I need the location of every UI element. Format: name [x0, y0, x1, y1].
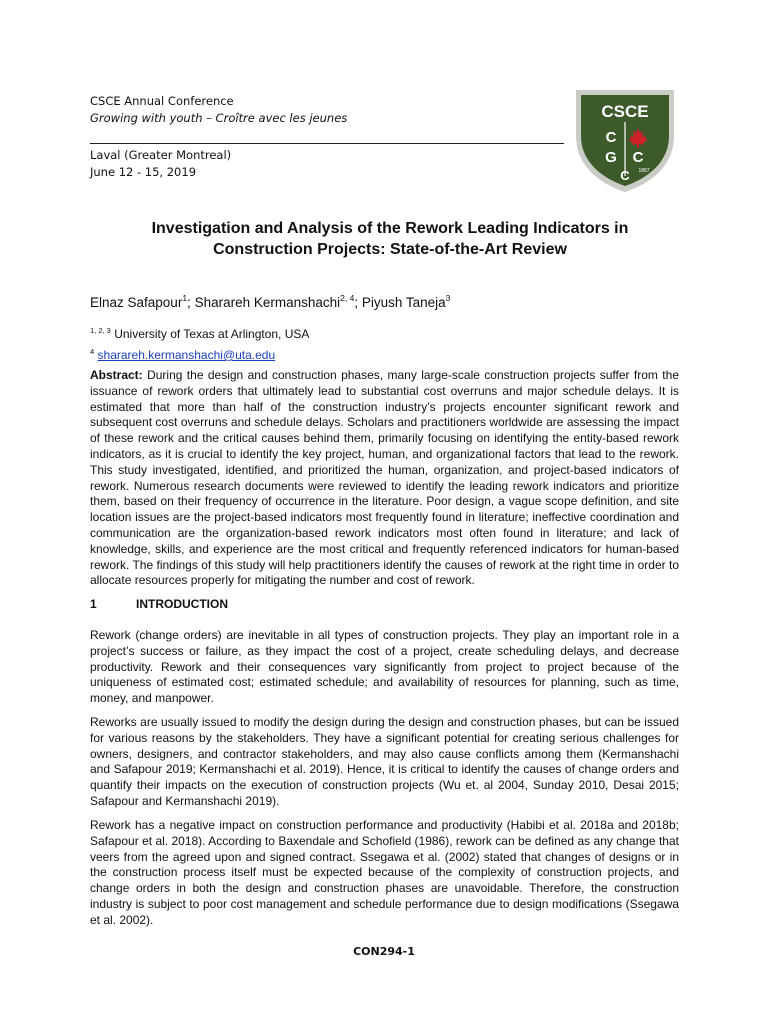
title-line-2: Construction Projects: State-of-the-Art Review — [213, 241, 567, 258]
conference-location-block — [90, 147, 231, 181]
abstract-label: Abstract: — [90, 368, 143, 382]
author-separator: ; — [187, 295, 195, 310]
conference-location: Laval (Greater Montreal) — [90, 148, 232, 162]
author-separator: ; — [354, 295, 362, 310]
affiliations — [90, 322, 309, 364]
author-name: Elnaz Safapour — [90, 295, 183, 310]
affiliation-university — [90, 322, 309, 343]
section-title: INTRODUCTION — [136, 597, 228, 611]
conference-dates: June 12 - 15, 2019 — [90, 165, 197, 179]
conference-name: CSCE Annual Conference — [90, 94, 234, 108]
body-paragraph: Rework (change orders) are inevitable in all types of construction projects. They play an important role in a project’s success or failure, as they impact the cost of a project, create scheduling delays, and decrease productivity. Rework and their consequences vary significantly from project to project because of the uniqueness of estimated cost; estimated schedule; and availability of resources for planning, such as time, money, and manpower. — [90, 628, 679, 706]
abstract — [90, 368, 679, 589]
conference-tagline: Growing with youth – Croître avec les jeunes — [90, 111, 348, 125]
author-name: Sharareh Kermanshachi — [194, 295, 341, 310]
logo-letter-c2: C — [632, 149, 644, 166]
email-link[interactable]: sharareh.kermanshachi@uta.edu — [97, 348, 276, 362]
body-paragraph: Reworks are usually issued to modify the design during the design and construction phases, but can be issued for various reasons by the stakeholders. They have a significant potential for creating serious challenges for owners, designers, and contractor stakeholders, and may also cause conflicts among them (Kermanshachi and Safapour 2019; Kermanshachi et al. 2019). Hence, it is critical to identify the causes of change orders and quantify their impacts on the execution of construction projects (Wu et. al 2004, Sunday 2010, Desai 2015; Safapour and Kermanshachi 2019). — [90, 715, 679, 808]
affiliation-email — [90, 343, 309, 364]
logo-letter-c3: C — [620, 168, 630, 183]
paper-title — [95, 218, 685, 260]
author-name: Piyush Taneja — [361, 295, 446, 310]
header-divider — [90, 143, 564, 144]
logo-text-csce: CSCE — [601, 102, 649, 121]
section-heading-introduction — [90, 597, 228, 611]
logo-year: 1887 — [638, 168, 650, 174]
abstract-text: During the design and construction phases, many large-scale construction projects suffer from the issuance of rework orders that ultimately lead to substantial cost overruns and major schedule delays. It is estimated that more than half of the construction industry’s projects encounter significant rework and subsequent cost overruns and schedule delays. Scholars and practitioners worldwide are assessing the impact of these rework and the critical causes behind them, primarily focusing on identifying the entity-based rework indicators, as it is crucial to identify the key project, human, and organizational factors that lead to the rework. This study investigated, identified, and prioritized the human, organization, and project-based indicators of rework. Numerous research documents were reviewed to identify the leading rework indicators and prioritize them, based on their frequency of occurrence in the literature. Poor design, a vague scope definition, and site location issues are the project-based indicators most frequently found in literature; ineffective coordination and communication are the organization-based rework indicators most often found in literature; and lack of knowledge, skills, and experience are the most critical and frequently referenced indicators for human-based rework. The findings of this study will help practitioners identify the causes of rework at the right time in order to allocate resources properly for mitigating the number and cost of rework. — [90, 368, 679, 588]
logo-letter-g: G — [605, 149, 617, 166]
csce-logo — [572, 84, 678, 196]
conference-header — [90, 93, 570, 127]
author-affil-mark: 1 — [182, 293, 188, 303]
affil-mark: 4 — [90, 347, 95, 356]
page-footer: CON294-1 — [353, 945, 415, 958]
author-list — [90, 289, 450, 312]
author-affil-mark: 3 — [445, 293, 451, 303]
author-affil-mark: 2, 4 — [340, 293, 355, 303]
affil-mark: 1, 2, 3 — [90, 326, 111, 335]
affil-text: University of Texas at Arlington, USA — [114, 327, 310, 341]
title-line-1: Investigation and Analysis of the Rework Leading Indicators in — [151, 220, 629, 237]
section-number: 1 — [90, 597, 97, 611]
body-paragraph: Rework has a negative impact on construction performance and productivity (Habibi et al. 2018a and 2018b; Safapour et al. 2018). According to Baxendale and Schofield (1986), rework can be defined as any change that veers from the agreed upon and signed contract. Ssegawa et al. (2002) stated that changes of designs or in the construction process itself must be expected because of the complexity of construction projects, and change orders in both the design and construction phases are unavoidable. Therefore, the construction industry is subject to poor cost management and schedule performance due to design modifications (Ssegawa et al. 2002). — [90, 818, 679, 927]
logo-letter-c1: C — [605, 129, 617, 146]
